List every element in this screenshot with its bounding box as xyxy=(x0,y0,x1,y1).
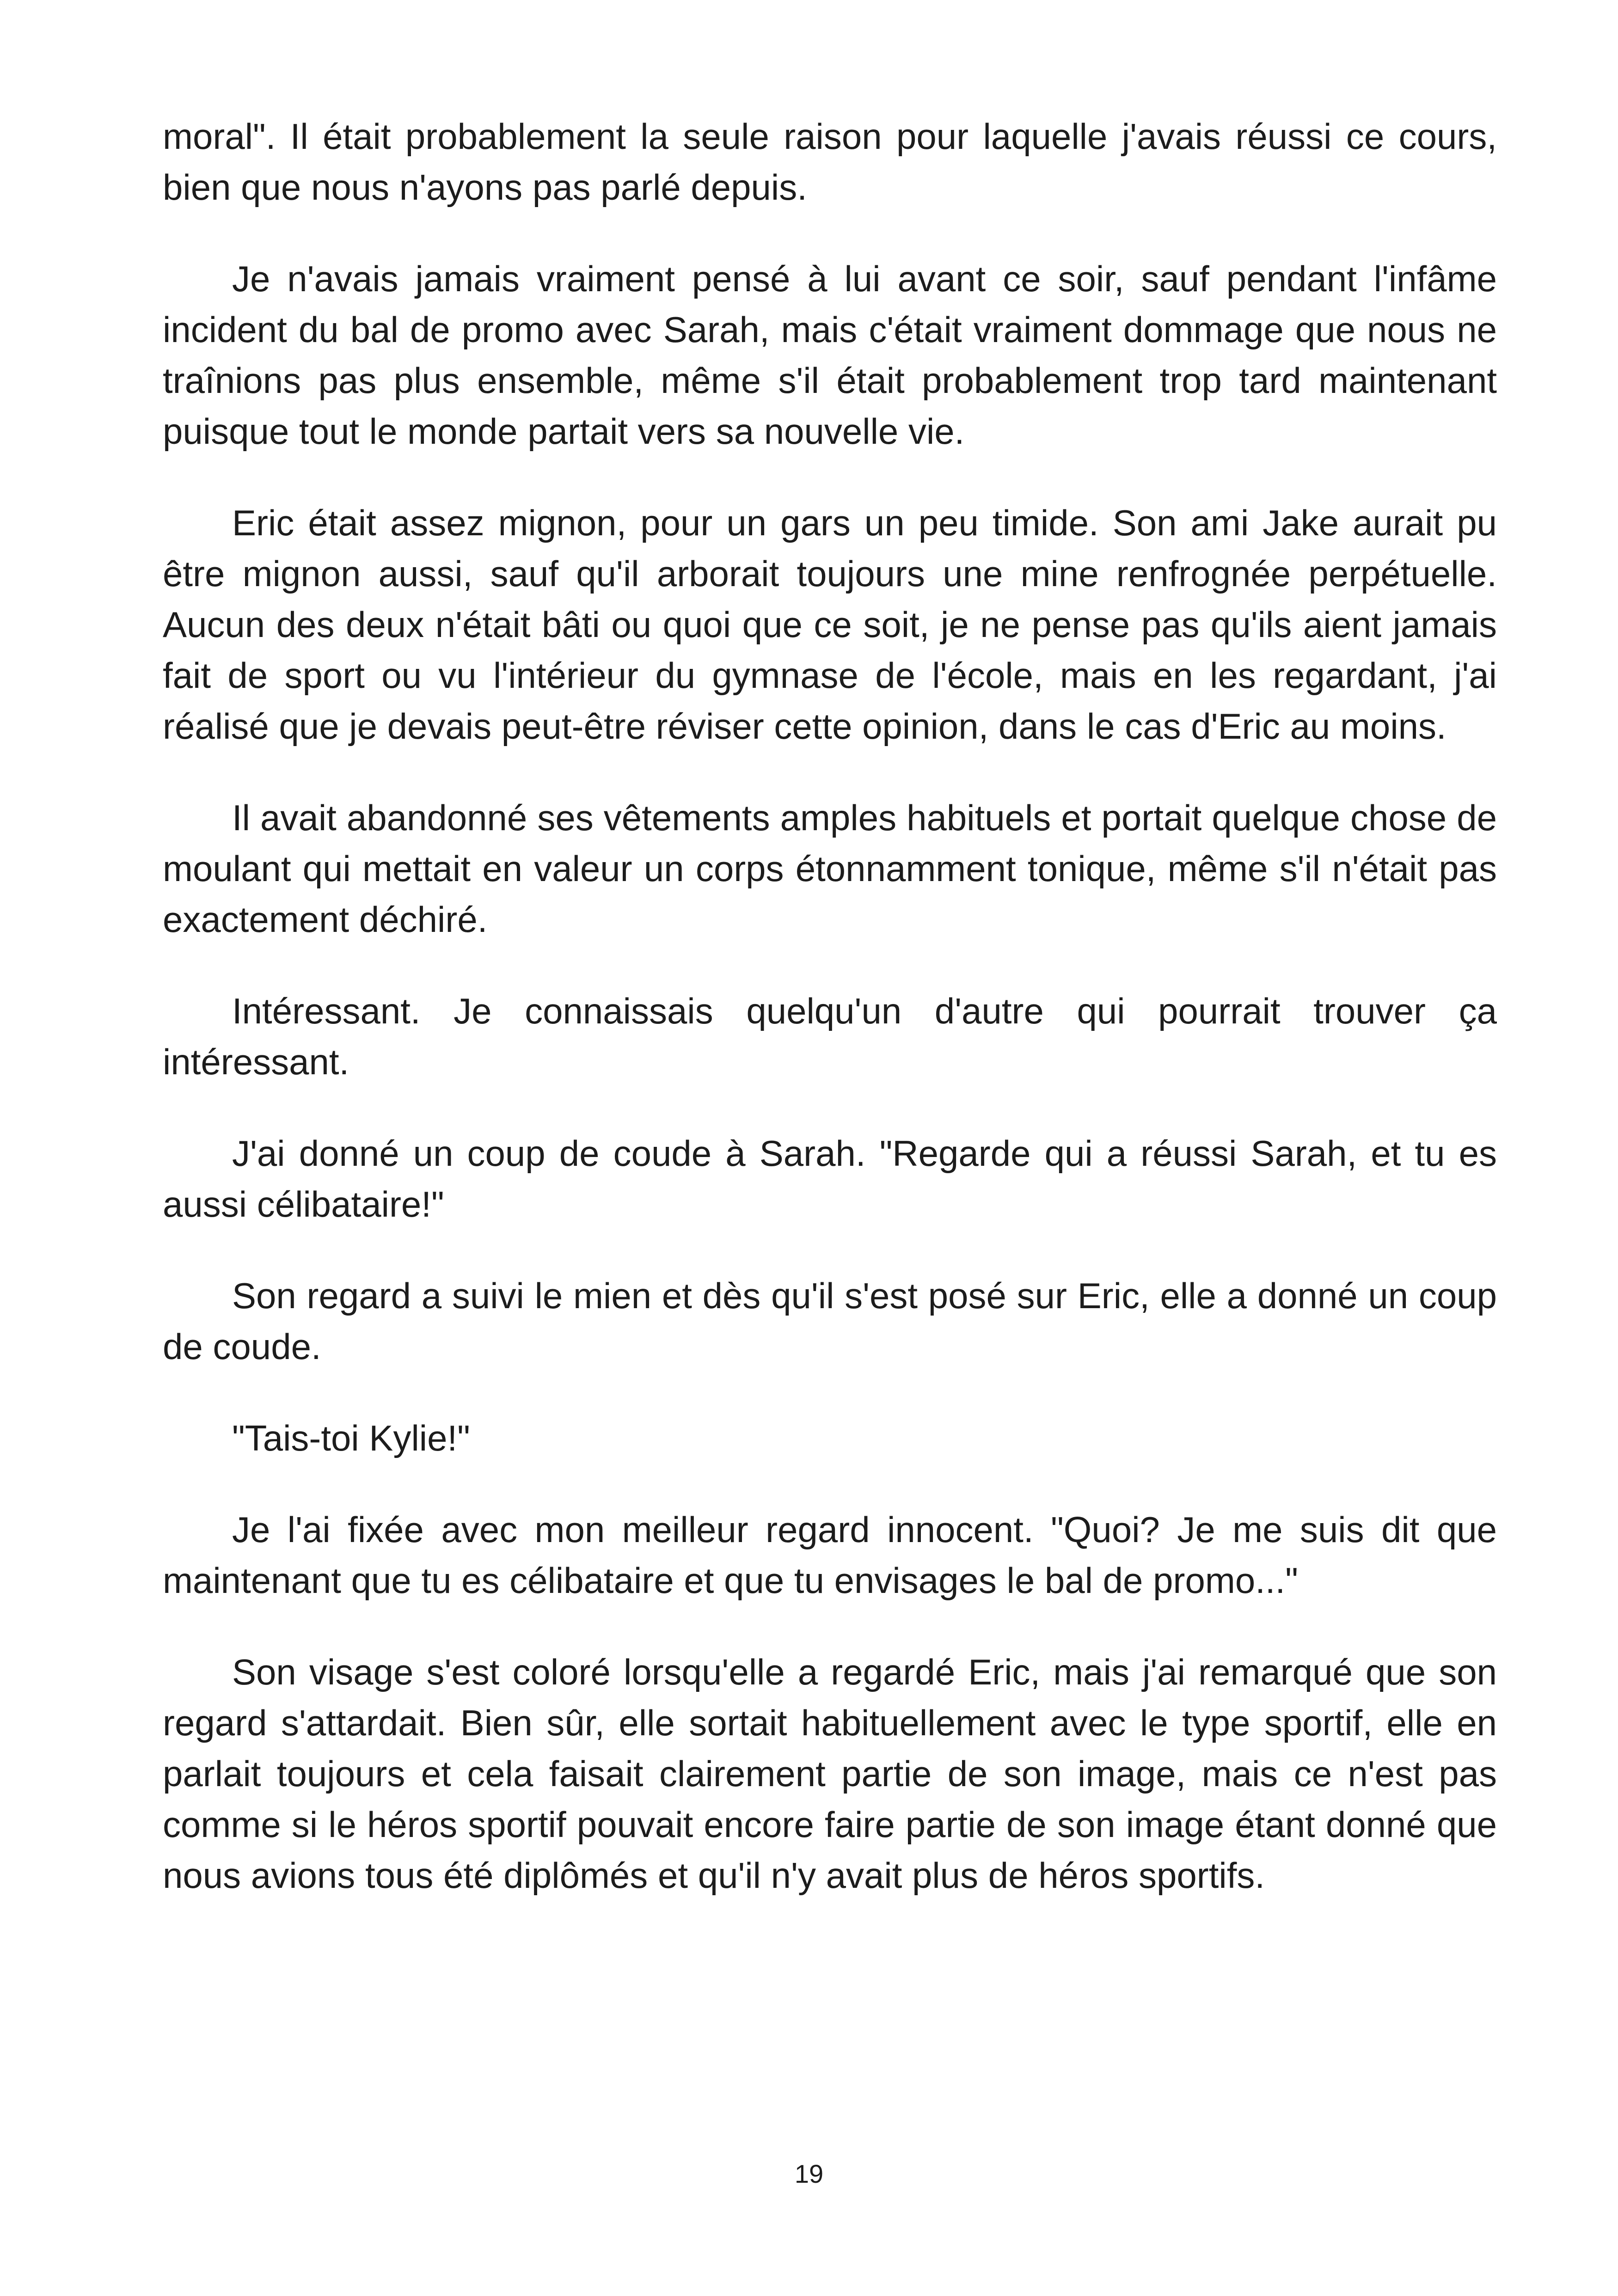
paragraph: Son visage s'est coloré lorsqu'elle a regardé Eric, mais j'ai remarqué que son regard s'attardait. Bien sûr, elle sortait habituellement avec le type sportif, elle en parlait toujours et cela faisait clairement partie de son image, mais ce n'est pas comme si le héros sportif pouvait encore faire partie de son image étant donné que nous avions tous été diplômés et qu'il n'y avait plus de héros sportifs. xyxy=(163,1652,1497,1896)
paragraph: "Tais-toi Kylie!" xyxy=(232,1418,470,1458)
page-body xyxy=(163,111,1497,1941)
paragraph: Eric était assez mignon, pour un gars un peu timide. Son ami Jake aurait pu être mignon aussi, sauf qu'il arborait toujours une mine renfrognée perpétuelle. Aucun des deux n'était bâti ou quoi que ce soit, je ne pense pas qu'ils aient jamais fait de sport ou vu l'intérieur du gymnase de l'école, mais en les regardant, j'ai réalisé que je devais peut-être réviser cette opinion, dans le cas d'Eric au moins. xyxy=(163,502,1497,747)
paragraph-continued: moral". Il était probablement la seule raison pour laquelle j'avais réussi ce cours, bien que nous n'ayons pas parlé depuis. xyxy=(163,116,1497,208)
paragraph: Je n'avais jamais vraiment pensé à lui avant ce soir, sauf pendant l'infâme incident du bal de promo avec Sarah, mais c'était vraiment dommage que nous ne traînions pas plus ensemble, même s'il était probablement trop tard maintenant puisque tout le monde partait vers sa nouvelle vie. xyxy=(163,258,1497,452)
paragraph: Il avait abandonné ses vêtements amples habituels et portait quelque chose de moulant qui mettait en valeur un corps étonnamment tonique, même s'il n'était pas exactement déchiré. xyxy=(163,797,1497,940)
paragraph: Intéressant. Je connaissais quelqu'un d'autre qui pourrait trouver ça intéressant. xyxy=(163,991,1497,1082)
page-number: 19 xyxy=(794,2159,824,2188)
paragraph: J'ai donné un coup de coude à Sarah. "Regarde qui a réussi Sarah, et tu es aussi célibataire!" xyxy=(163,1133,1497,1225)
paragraph: Je l'ai fixée avec mon meilleur regard innocent. "Quoi? Je me suis dit que maintenant que tu es célibataire et que tu envisages le bal de promo..." xyxy=(163,1509,1497,1601)
paragraph: Son regard a suivi le mien et dès qu'il s'est posé sur Eric, elle a donné un coup de coude. xyxy=(163,1275,1497,1367)
